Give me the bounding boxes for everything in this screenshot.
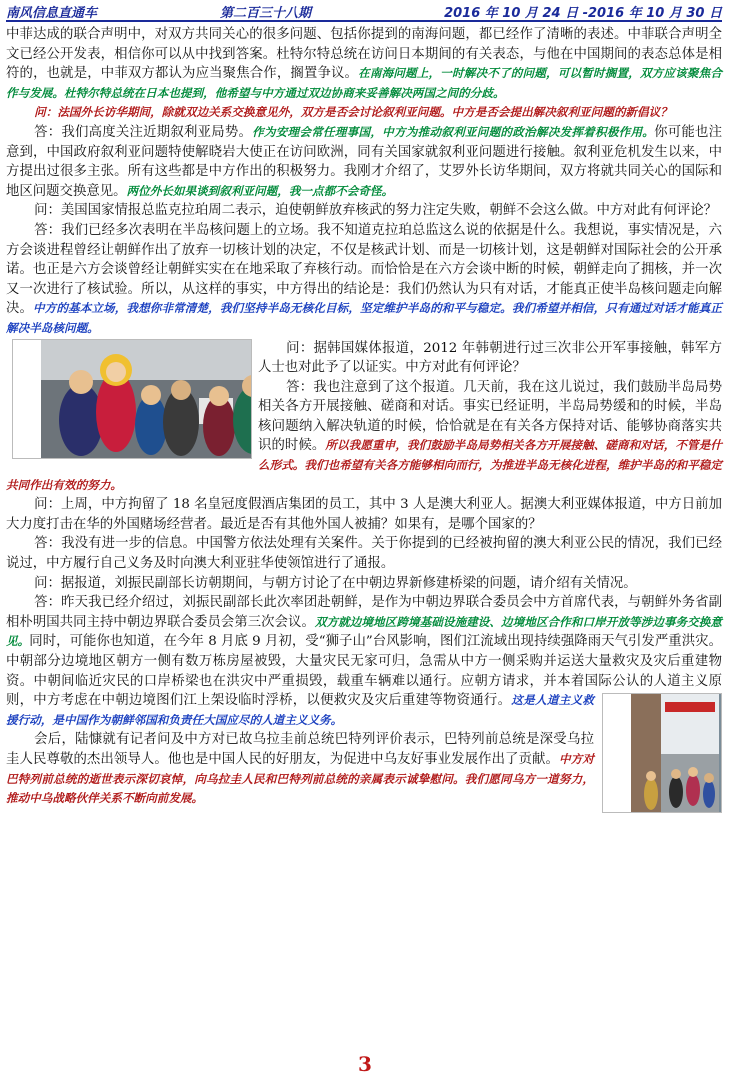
paragraph: 中菲达成的联合声明中，对双方共同关心的很多问题、包括你提到的南海问题，都已经作了清晰的表述。中菲联合声明全文已经公开发表，相信你可以从中找到答案。杜特尔特总统在访问日本期间的有关表态，与他在中国期间的表态总体是相符的，也就是，中菲双方都认为应当聚焦合作，搁置争议。在南海问题上，一时解决不了的问题，可以暂时搁置，双方应该聚焦合作与发展。杜特尔特总统在日本也提到，他希望与中方通过双边协商来妥善解决两国之间的分歧。 <box>6 27 722 100</box>
highlight-text: 中方对巴特列前总统的逝世表示深切哀悼，向乌拉圭人民和巴特列前总统的亲属表示诚挚慰问。我们愿同乌方一道努力，推动中乌战略伙伴关系不断向前发展。 <box>6 751 594 806</box>
highlight-text: 这是人道主义救援行动，是中国作为朝鲜邻国和负责任大国应尽的人道主义义务。 <box>6 693 594 727</box>
answer: 答：我们已经多次表明在半岛核问题上的立场。我不知道克拉珀总监这么说的依据是什么。我想说，事实情况是，六方会谈进程曾经让朝鲜作出了放弃一切核计划的决定，不仅是核武计划、而是一切核计划，这是朝鲜对国际社会的公开承诺。也正是六方会谈曾经让朝鲜实实在在地采取了弃核行动。而恰恰是在六方会谈中断的时候，朝鲜走向了拥核，并一次又一次进行了核试验。所以，从这样的事实，中方得出的结论是：我们仍然认为只有对话，才能真正使半岛核问题走向解决。中方的基本立场，我想你非常清楚，我们坚持半岛无核化目标，坚定维护半岛的和平与稳定。我们希望并相信，只有通过对话才能真正解决半岛核问题。 <box>6 222 723 335</box>
crowd-photo-image <box>41 340 252 458</box>
highlight-text: 在南海问题上，一时解决不了的问题，可以暂时搁置，双方应该聚焦合作与发展。杜特尔特总统在日本也提到，他希望与中方通过双边协商来妥善解决两国之间的分歧。 <box>6 66 722 100</box>
street-photo <box>602 693 722 813</box>
article-body <box>6 25 722 815</box>
highlight-text: 作为安理会常任理事国，中方为推动叙利亚问题的政治解决发挥着积极作用。 <box>252 124 655 139</box>
highlight-text: 中方的基本立场，我想你非常清楚，我们坚持半岛无核化目标，坚定维护半岛的和平与稳定。我们希望并相信，只有通过对话才能真正解决半岛核问题。 <box>6 301 723 335</box>
answer: 答：我也注意到了这个报道。几天前，我在这儿说过，我们鼓励半岛局势相关各方开展接触、磋商和对话。事实已经证明，半岛局势缓和的时候，半岛核问题纳入解决轨道的时候，恰恰就是在有关各方保持对话、能够协商落实共识的时候。所以我愿重申，我们鼓励半岛局势相关各方开展接触、磋商和对话，不管是什么形式。我们也希望有关各方能够相向而行，为推进半岛无核化进程，维护半岛的和平稳定共同作出有效的努力。 <box>6 379 722 492</box>
answer: 答：我们高度关注近期叙利亚局势。作为安理会常任理事国，中方为推动叙利亚问题的政治解决发挥着积极作用。你可能也注意到，中国政府叙利亚问题特使解晓岩大使正在访问欧洲，同有关国家就叙利亚问题进行接触。叙利亚危机发生以来，中方提出过很多主张。所有这些都是中方作出的积极努力。我刚才介绍了，艾罗外长访华期间，双方将就共同关心的国际和地区问题交换意见。两位外长如果谈到叙利亚问题，我一点都不会奇怪。 <box>6 124 723 199</box>
crowd-photo <box>12 339 252 459</box>
newsletter-header <box>6 0 722 22</box>
question: 问：据报道，刘振民副部长访朝期间，与朝方讨论了在中朝边界新修建桥梁的问题，请介绍有关情况。 <box>34 575 637 591</box>
highlight-text: 所以我愿重申，我们鼓励半岛局势相关各方开展接触、磋商和对话，不管是什么形式。我们也希望有关各方能够相向而行，为推进半岛无核化进程，维护半岛的和平稳定共同作出有效的努力。 <box>6 438 722 492</box>
question: 问：据韩国媒体报道，2012 年韩朝进行过三次非公开军事接触，韩军方人士也对此予了以证实。中方对此有何评论？ <box>6 339 722 378</box>
highlight-text: 两位外长如果谈到叙利亚问题，我一点都不会奇怪。 <box>126 183 394 198</box>
date-range: 2016 年 10 月 24 日 -2016 年 10 月 30 日 <box>444 6 722 21</box>
issue-number: 第二百三十八期 <box>220 6 312 21</box>
street-photo-wrapper <box>602 693 722 813</box>
newsletter-title: 南风信息直通车 <box>6 6 98 21</box>
highlight-text: 双方就边境地区跨境基础设施建设、边境地区合作和口岸开放等涉边事务交换意见。 <box>6 614 722 649</box>
question: 问：法国外长访华期间，除就双边关系交换意见外，双方是否会讨论叙利亚问题。中方是否会提出解决叙利亚问题的新倡议？ <box>34 105 672 120</box>
paragraph: 会后，陆慷就有记者问及中方对已故乌拉圭前总统巴特列评价表示，巴特列前总统是深受乌拉圭人民尊敬的杰出领导人。他也是中国人民的好朋友，为促进中乌友好事业发展作出了贡献。中方对巴特列前总统的逝世表示深切哀悼，向乌拉圭人民和巴特列前总统的亲属表示诚挚慰问。我们愿同乌方一道努力，推动中乌战略伙伴关系不断向前发展。 <box>6 732 594 806</box>
street-photo-image <box>631 694 722 812</box>
page-number: 3 <box>358 1052 372 1076</box>
answer: 答：我没有进一步的信息。中国警方依法处理有关案件。关于你提到的已经被拘留的澳大利亚公民的情况，我们已经说过，中方履行自己义务及时向澳大利亚驻华使领馆进行了通报。 <box>6 536 722 572</box>
answer: 答：昨天我已经介绍过，刘振民副部长此次率团赴朝鲜，是作为中朝边界联合委员会中方首席代表，与朝鲜外务省副相朴明国共同主持中朝边界联合委员会第三次会议。双方就边境地区跨境基础设施建设、边境地区合作和口岸开放等涉边事务交换意见。同时，可能你也知道，在今年 8 月底 9 月初，受“狮子山”台风影响，图们江流域出现持续强降雨天气引发严重洪灾。中朝部分边境地区朝方一侧有数万栋房屋被毁，大量灾民无家可归，急需从中方一侧采购并运送大量救灾及灾后重建物资。中朝间临近灾民的口岸桥梁也在洪灾中严重损毁，载重车辆难以通行。应朝方请求，并本着国际公认的人道主义原则，中方考虑在中朝边境图们江上架设临时浮桥，以便救灾及灾后重建等物资通行。 这是人道主义救援行动，是中国作为朝鲜邻国和负责任大国应尽的人道主义义务。 <box>6 593 722 730</box>
question: 问：上周，中方拘留了 18 名皇冠度假酒店集团的员工，其中 3 人是澳大利亚人。据澳大利亚媒体报道，中方日前加大力度打击在华的外国赌场经营者。最近是否有其他外国人被捕？如果有，是哪个国家的？ <box>6 497 722 532</box>
question: 问：美国国家情报总监克拉珀周二表示，迫使朝鲜放弃核武的努力注定失败，朝鲜不会这么做。中方对此有何评论？ <box>34 203 718 219</box>
